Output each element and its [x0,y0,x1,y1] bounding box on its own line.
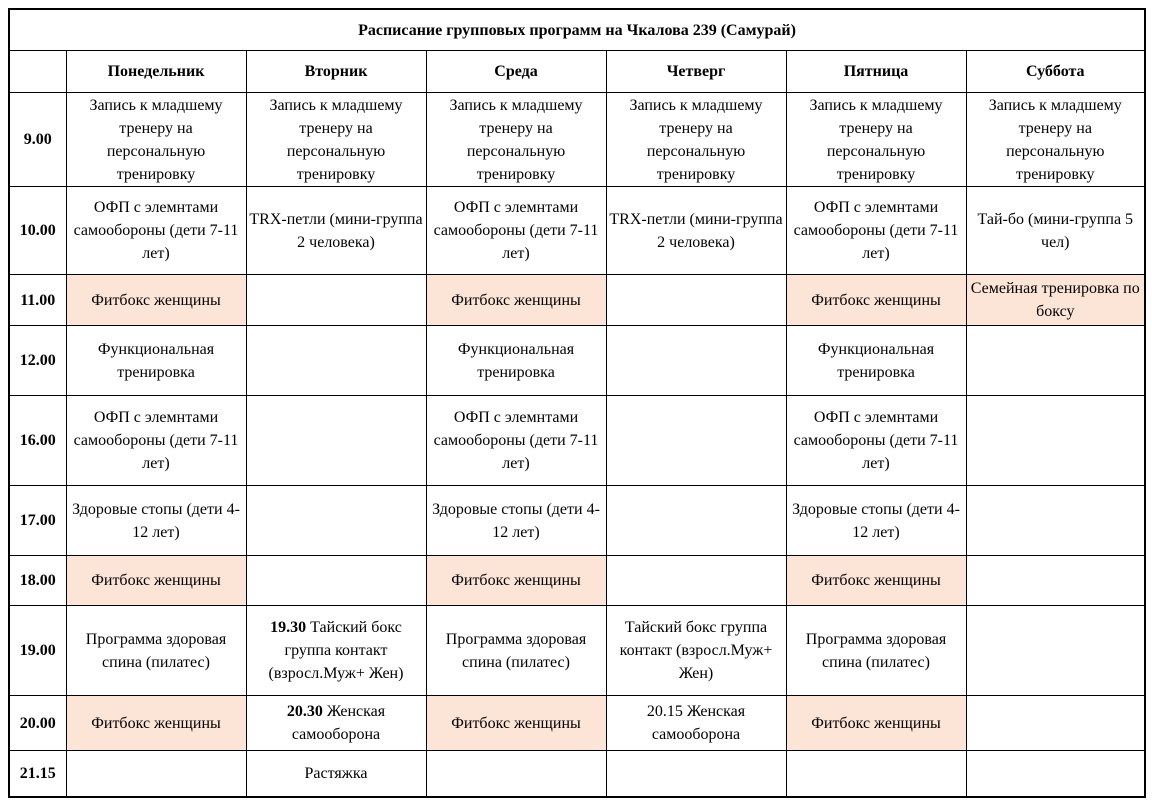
empty-cell [966,396,1145,486]
time-cell: 17.00 [9,486,66,556]
empty-cell [246,396,426,486]
day-header-row [9,51,1145,93]
class-cell: Фитбокс женщины [66,275,246,326]
class-cell: Здоровые стопы (дети 4-12 лет) [426,486,606,556]
class-cell: Запись к младшему тренеру на персональную тренировку [966,93,1145,187]
day-header-wednesday: Среда [426,51,606,93]
empty-cell [966,606,1145,696]
empty-cell [966,326,1145,396]
empty-cell [426,751,606,797]
class-cell: Семейная тренировка по боксу [966,275,1145,326]
class-cell: Программа здоровая спина (пилатес) [66,606,246,696]
time-cell: 20.00 [9,696,66,751]
time-cell: 21.15 [9,751,66,797]
time-cell: 10.00 [9,187,66,275]
class-cell: ОФП с элемнтами самообороны (дети 7-11 лет) [786,187,966,275]
empty-cell [606,486,786,556]
time-cell: 9.00 [9,93,66,187]
day-header-friday: Пятница [786,51,966,93]
time-cell: 19.00 [9,606,66,696]
class-cell: Запись к младшему тренеру на персональную тренировку [66,93,246,187]
class-cell: Фитбокс женщины [786,275,966,326]
class-cell: Фитбокс женщины [426,275,606,326]
class-cell: Фитбокс женщины [66,556,246,606]
empty-cell [966,486,1145,556]
table-row [9,326,1145,396]
class-cell: Функциональная тренировка [66,326,246,396]
day-header-thursday: Четверг [606,51,786,93]
empty-cell [606,275,786,326]
class-cell [246,606,426,696]
class-cell: Запись к младшему тренеру на персональную тренировку [426,93,606,187]
class-cell: Программа здоровая спина (пилатес) [786,606,966,696]
empty-cell [786,751,966,797]
schedule-table [8,8,1146,798]
class-cell: ОФП с элемнтами самообороны (дети 7-11 лет) [66,187,246,275]
table-row [9,275,1145,326]
table-row [9,556,1145,606]
class-cell: Функциональная тренировка [786,326,966,396]
class-start-time: 19.30 [270,619,307,636]
class-cell: Фитбокс женщины [426,556,606,606]
table-row [9,486,1145,556]
empty-cell [606,556,786,606]
class-cell: Программа здоровая спина (пилатес) [426,606,606,696]
time-cell: 18.00 [9,556,66,606]
empty-cell [246,556,426,606]
title-row [9,9,1145,51]
class-title: Женская самооборона [291,703,386,743]
class-start-time: 20.30 [286,703,323,720]
class-cell: Фитбокс женщины [786,696,966,751]
empty-cell [606,396,786,486]
empty-cell [966,556,1145,606]
empty-cell [606,751,786,797]
time-cell: 11.00 [9,275,66,326]
table-row [9,696,1145,751]
class-cell: TRX-петли (мини-группа 2 человека) [246,187,426,275]
table-row [9,751,1145,797]
empty-cell [966,751,1145,797]
empty-cell [246,275,426,326]
table-row [9,606,1145,696]
class-cell: Тай-бо (мини-группа 5 чел) [966,187,1145,275]
class-cell: ОФП с элемнтами самообороны (дети 7-11 лет) [426,187,606,275]
empty-cell [606,326,786,396]
class-cell: Растяжка [246,751,426,797]
class-cell: Запись к младшему тренеру на персональную тренировку [786,93,966,187]
class-cell: ОФП с элемнтами самообороны (дети 7-11 лет) [786,396,966,486]
class-cell: ОФП с элемнтами самообороны (дети 7-11 лет) [426,396,606,486]
class-cell: 20.15 Женская самооборона [606,696,786,751]
table-row [9,396,1145,486]
empty-cell [246,486,426,556]
day-header-monday: Понедельник [66,51,246,93]
table-row [9,93,1145,187]
day-header-tuesday: Вторник [246,51,426,93]
class-cell: Запись к младшему тренеру на персональную тренировку [246,93,426,187]
class-cell: Тайский бокс группа контакт (взросл.Муж+ Жен) [606,606,786,696]
class-title: Тайский бокс группа контакт (взросл.Муж+ Жен) [268,619,404,682]
corner-cell [9,51,66,93]
time-cell: 16.00 [9,396,66,486]
day-header-saturday: Суббота [966,51,1145,93]
class-cell [246,696,426,751]
empty-cell [246,326,426,396]
page-title: Расписание групповых программ на Чкалова 239 (Самурай) [9,9,1145,51]
class-cell: ОФП с элемнтами самообороны (дети 7-11 лет) [66,396,246,486]
table-row [9,187,1145,275]
class-cell: Фитбокс женщины [786,556,966,606]
class-cell: Функциональная тренировка [426,326,606,396]
empty-cell [966,696,1145,751]
class-cell: TRX-петли (мини-группа 2 человека) [606,187,786,275]
class-cell: Фитбокс женщины [426,696,606,751]
class-cell: Здоровые стопы (дети 4-12 лет) [66,486,246,556]
class-cell: Фитбокс женщины [66,696,246,751]
empty-cell [66,751,246,797]
time-cell: 12.00 [9,326,66,396]
class-cell: Запись к младшему тренеру на персональную тренировку [606,93,786,187]
class-cell: Здоровые стопы (дети 4-12 лет) [786,486,966,556]
